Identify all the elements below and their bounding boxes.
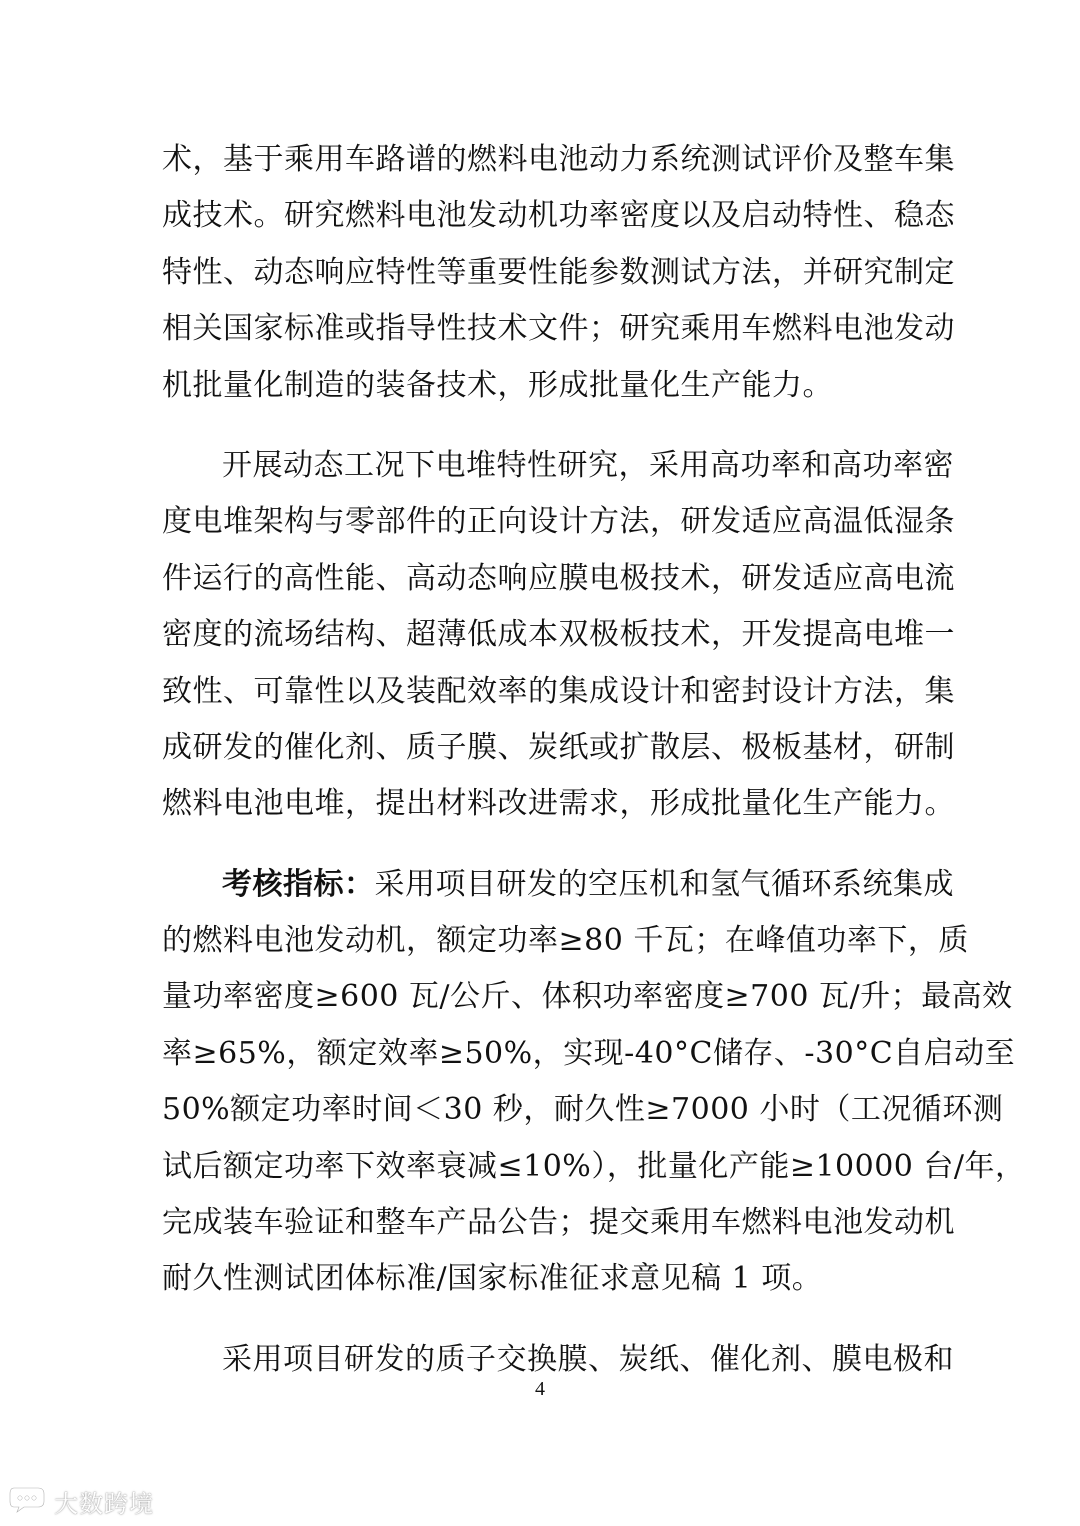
page-number: 4 (535, 1378, 545, 1400)
watermark (8, 1484, 154, 1518)
paragraph-2 (162, 438, 955, 833)
text-line: 成技术。研究燃料电池发动机功率密度以及启动特性、稳态 (162, 198, 955, 234)
watermark-text: 大数跨境 (54, 1489, 154, 1518)
text-line-rest: 采用项目研发的空压机和氢气循环系统集成 (374, 866, 954, 902)
text-line: 率≥65%，额定效率≥50%，实现-40°C储存、-30°C自启动至 (162, 1035, 1016, 1071)
text-line: 成研发的催化剂、质子膜、炭纸或扩散层、极板基材，研制 (162, 729, 955, 765)
assessment-heading: 考核指标： (222, 866, 375, 902)
speech-bubble-logo-icon (8, 1484, 48, 1518)
paragraph-1 (162, 132, 955, 414)
text-line: 度电堆架构与零部件的正向设计方法，研发适应高温低湿条 (162, 504, 955, 540)
text-line: 特性、动态响应特性等重要性能参数测试方法，并研究制定 (162, 254, 955, 290)
text-line: 密度的流场结构、超薄低成本双极板技术，开发提高电堆一 (162, 617, 955, 653)
text-line: 耐久性测试团体标准/国家标准征求意见稿 1 项。 (162, 1261, 823, 1297)
document-body (162, 132, 1026, 1388)
text-line: 开展动态工况下电堆特性研究，采用高功率和高功率密 (222, 447, 954, 483)
text-line (162, 857, 954, 913)
text-line: 的燃料电池发动机，额定功率≥80 千瓦；在峰值功率下，质 (162, 923, 969, 959)
text-line: 采用项目研发的质子交换膜、炭纸、催化剂、膜电极和 (222, 1341, 954, 1377)
text-line: 试后额定功率下效率衰减≤10%），批量化产能≥10000 台/年， (162, 1148, 1026, 1184)
text-line: 完成装车验证和整车产品公告；提交乘用车燃料电池发动机 (162, 1205, 955, 1241)
text-line: 件运行的高性能、高动态响应膜电极技术，研发适应高电流 (162, 560, 955, 596)
paragraph-assessment-indicators (162, 857, 1026, 1308)
text-line: 量功率密度≥600 瓦/公斤、体积功率密度≥700 瓦/升；最高效 (162, 979, 1013, 1015)
text-line: 50%额定功率时间＜30 秒，耐久性≥7000 小时（工况循环测 (162, 1092, 1004, 1128)
text-line: 相关国家标准或指导性技术文件；研究乘用车燃料电池发动 (162, 311, 955, 347)
text-line: 术，基于乘用车路谱的燃料电池动力系统测试评价及整车集 (162, 142, 955, 177)
text-line: 致性、可靠性以及装配效率的集成设计和密封设计方法，集 (162, 673, 955, 709)
text-line: 燃料电池电堆，提出材料改进需求，形成批量化生产能力。 (162, 786, 955, 822)
text-line: 机批量化制造的装备技术，形成批量化生产能力。 (162, 367, 833, 403)
